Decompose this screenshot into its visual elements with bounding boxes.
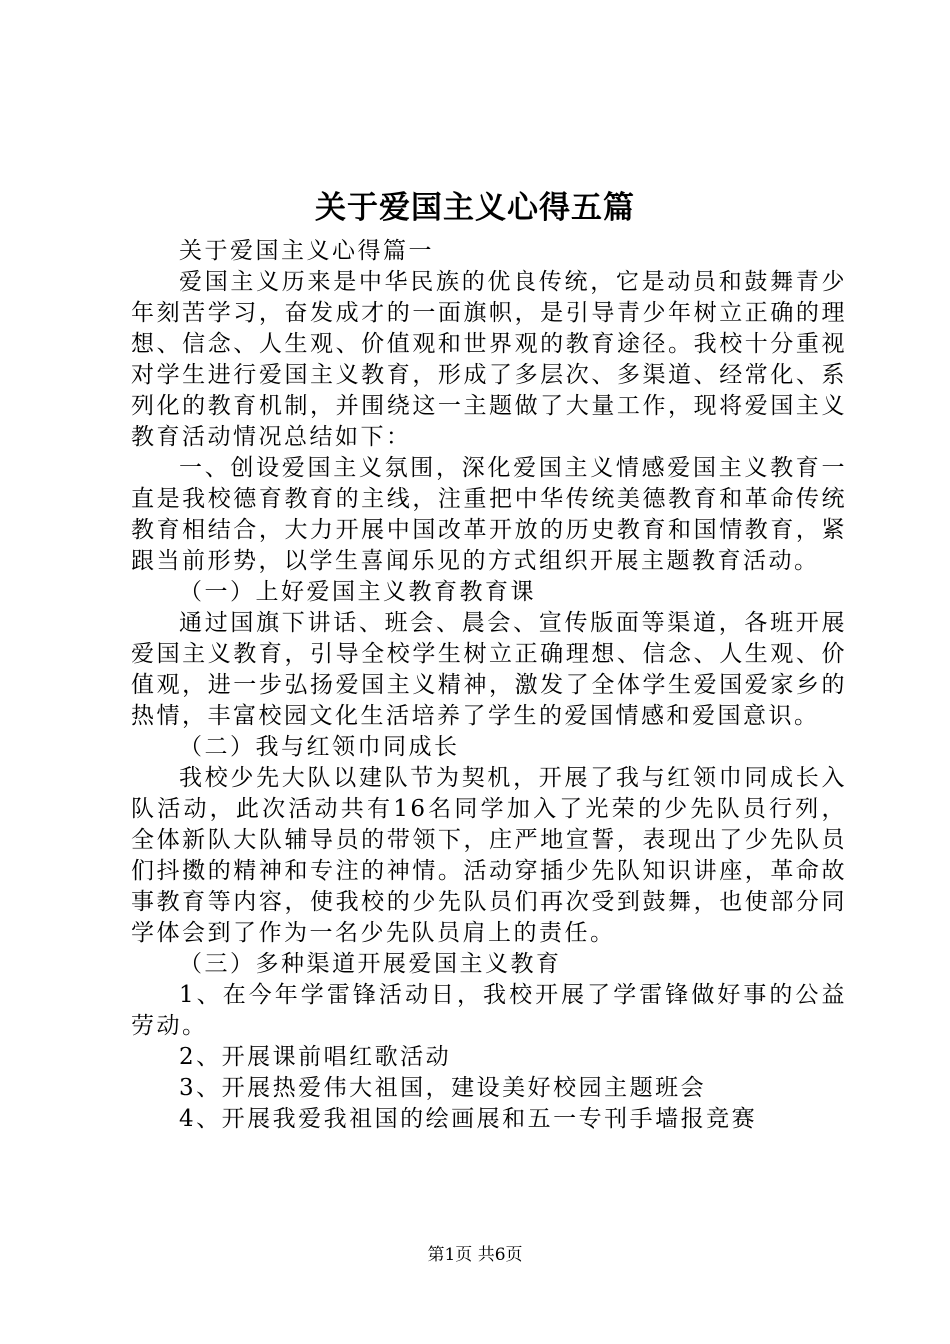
subheading: （二）我与红领巾同成长 — [179, 734, 460, 760]
list-item: 1、在今年学雷锋活动日，我校开展了学雷锋做好事的公益劳动。 — [131, 982, 847, 1039]
list-item: 3、开展热爱伟大祖国，建设美好校园主题班会 — [179, 1075, 707, 1101]
subheading: （三）多种渠道开展爱国主义教育 — [179, 951, 562, 977]
document-title: 关于爱国主义心得五篇 — [315, 190, 635, 226]
list-item: 2、开展课前唱红歌活动 — [179, 1044, 452, 1070]
paragraph: 我校少先大队以建队节为契机，开展了我与红领巾同成长入队活动，此次活动共有16名同学加入了光荣的少先队员行列，全体新队大队辅导员的带领下，庄严地宣誓，表现出了少先队员们抖擞的精神和专注的神情。活动穿插少先队知识讲座，革命故事教育等内容，使我校的少先队员们再次受到鼓舞，也使部分同学体会到了作为一名少先队员肩上的责任。 — [131, 765, 847, 946]
section-heading: 关于爱国主义心得篇一 — [179, 238, 434, 264]
document-body — [131, 236, 847, 1135]
list-item: 4、开展我爱我祖国的绘画展和五一专刊手墙报竞赛 — [179, 1106, 758, 1132]
subheading: （一）上好爱国主义教育教育课 — [179, 579, 536, 605]
paragraph: 通过国旗下讲话、班会、晨会、宣传版面等渠道，各班开展爱国主义教育，引导全校学生树立正确理想、信念、人生观、价值观，进一步弘扬爱国主义精神，激发了全体学生爱国爱家乡的热情，丰富校园文化生活培养了学生的爱国情感和爱国意识。 — [131, 610, 847, 729]
page-number: 第1页 共6页 — [427, 1245, 523, 1265]
paragraph: 爱国主义历来是中华民族的优良传统，它是动员和鼓舞青少年刻苦学习，奋发成才的一面旗帜，是引导青少年树立正确的理想、信念、人生观、价值观和世界观的教育途径。我校十分重视对学生进行爱国主义教育，形成了多层次、多渠道、经常化、系列化的教育机制，并围绕这一主题做了大量工作，现将爱国主义教育活动情况总结如下： — [131, 269, 847, 450]
paragraph: 一、创设爱国主义氛围，深化爱国主义情感爱国主义教育一直是我校德育教育的主线，注重把中华传统美德教育和革命传统教育相结合，大力开展中国改革开放的历史教育和国情教育，紧跟当前形势，以学生喜闻乐见的方式组织开展主题教育活动。 — [131, 455, 847, 574]
